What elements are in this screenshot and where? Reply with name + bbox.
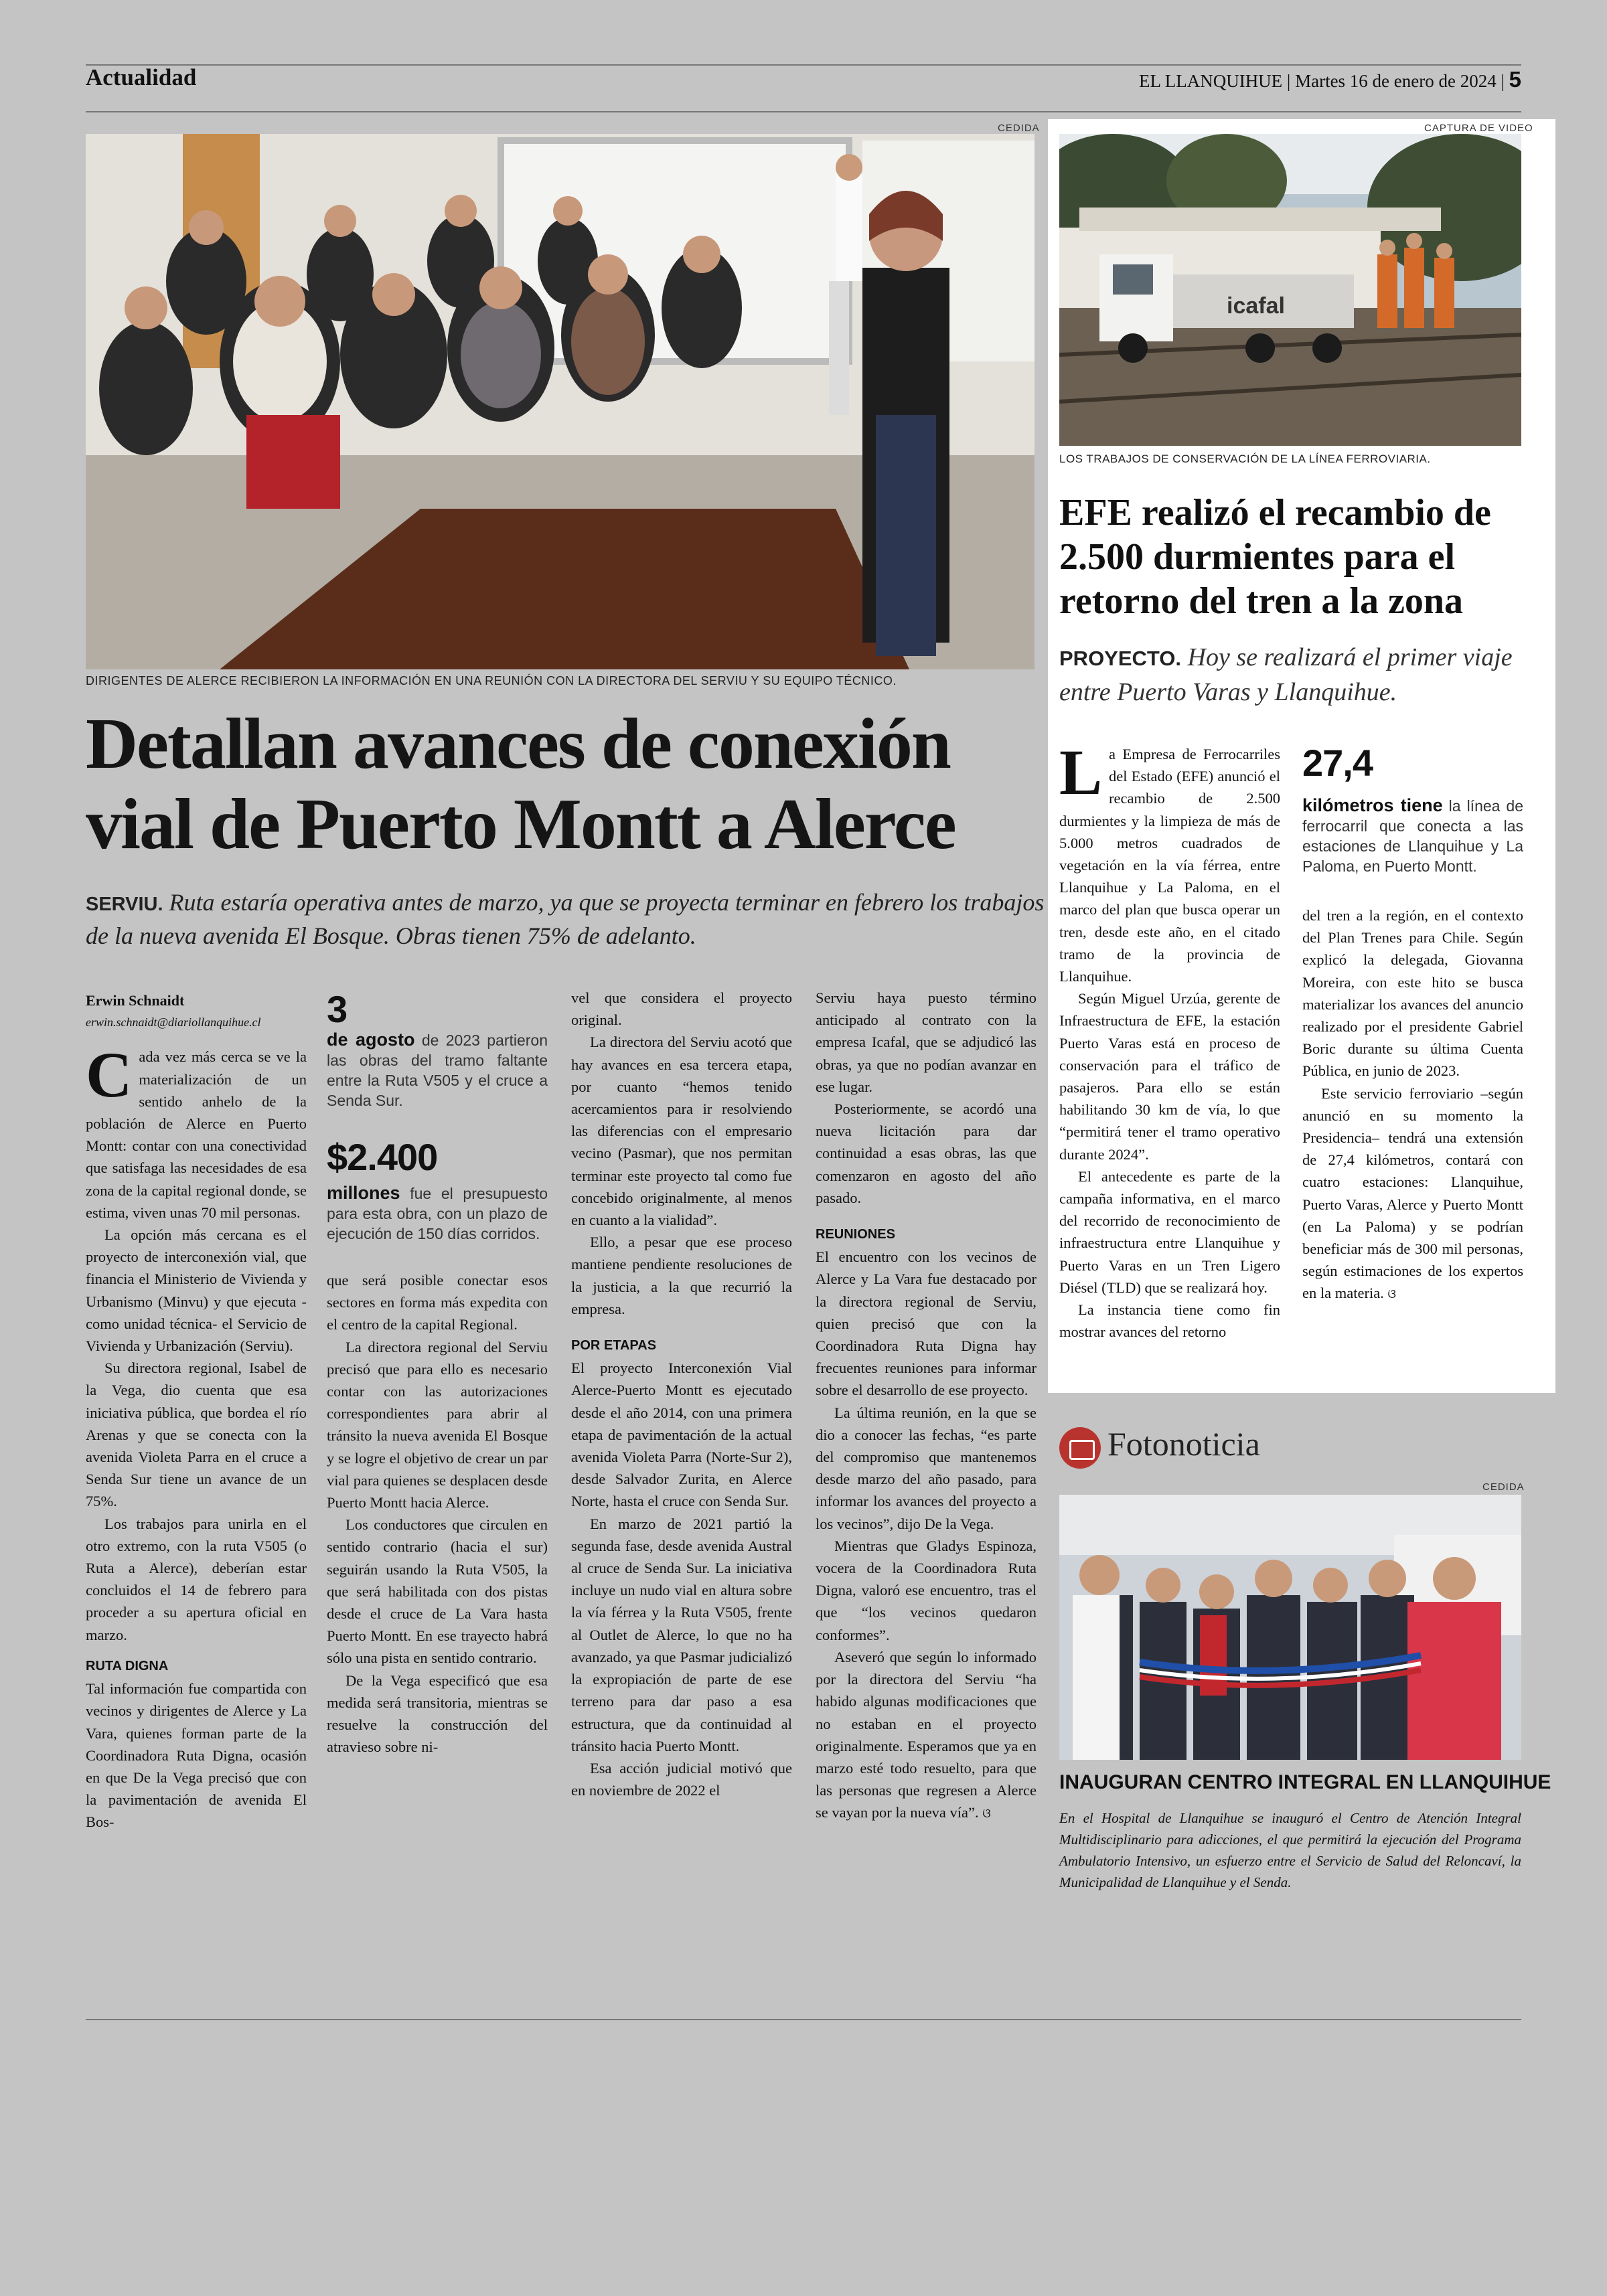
- col1-paragraph: ada vez más cerca se ve la materialización de un sentido anhelo de la población de Alerce en Puerto Montt: contar con una conectividad que satisfaga las necesidades de esa zona de la capital regional donde, se estima, viven unas 70 mil personas.: [86, 1048, 307, 1221]
- fact-number: 3: [327, 988, 348, 1030]
- efe-fact-text: [1302, 795, 1523, 876]
- fact-text: [327, 1183, 548, 1244]
- end-mark-icon: ଓ: [1387, 1287, 1396, 1302]
- col3-paragraph: Esa acción judicial motivó que en noviembre de 2022 el: [571, 1759, 792, 1799]
- fact-number: $2.400: [327, 1136, 438, 1178]
- fotonoticia-text: En el Hospital de Llanquihue se inauguró el Centro de Atención Integral Multidisciplinario para adicciones, el que permitirá la ejecución del Programa Ambulatorio Intensivo, un esfuerzo entre el Servicio de Salud del Reloncaví, la Municipalidad de Llanquihue y el Senda.: [1059, 1810, 1521, 1890]
- masthead: [1139, 67, 1521, 92]
- efe-column-2: [1302, 743, 1523, 1306]
- efe-deck-text: Hoy se realizará el primer viaje entre Puerto Varas y Llanquihue.: [1059, 643, 1513, 706]
- efe-col1-paragraph: Según Miguel Urzúa, gerente de Infraestructura de EFE, la estación Puerto Varas está en proceso de conservación para el tráfico de pasajeros. Para ello se están habilitando 30 km de vía, lo que “permitirá tener el tramo operativo durante 2024”.: [1059, 990, 1280, 1163]
- col2-paragraph: que será posible conectar esos sectores en forma más expedita con el centro de la capital Regional.: [327, 1272, 548, 1333]
- col4-paragraph: [816, 1646, 1037, 1825]
- col2-paragraph: La directora regional del Serviu precisó que para ello es necesario contar con las autorizaciones correspondientes para abrir al tránsito la nueva avenida El Bosque y se logre el objetivo de crear un par vial para quienes se desplacen desde Puerto Montt hacia Alerce.: [327, 1338, 548, 1511]
- author-email: erwin.schnaidt@diariollanquihue.cl: [86, 1015, 261, 1030]
- col4-paragraph-text: Aseveró que según lo informado por la directora del Serviu “ha habido algunas modificaciones que no estaban en el proyecto originalmente. Esperamos que ya en marzo esté todo resuelto, para que las personas que regresen a Alerce se vayan por la nueva vía”.: [816, 1648, 1037, 1821]
- col3-paragraph: En marzo de 2021 partió la segunda fase, desde avenida Austral al cruce de Senda Sur. La iniciativa incluye un nudo vial en altura sobre la vía férrea y la Ruta V505, frente al Outlet de Alerce, lo que no ha avanzado, ya que Pasmar judicializó la expropiación de parte de ese terreno para dar paso a esa estructura, que da continuidad al tránsito hacia Puerto Montt.: [571, 1515, 792, 1754]
- col3-paragraph: La directora del Serviu acotó que hay avances en esa tercera etapa, por cuanto “hemos tenido acercamientos para ir resolviendo las diferencias con el empresario vecino (Pasmar), que nos permitan terminar este proyecto tal como fue concebido originalmente, al menos en cuanto a la vialidad”.: [571, 1034, 792, 1229]
- author-name: Erwin Schnaidt: [86, 992, 185, 1009]
- efe-photo-caption: LOS TRABAJOS DE CONSERVACIÓN DE LA LÍNEA FERROVIARIA.: [1059, 453, 1431, 465]
- efe-deck: [1059, 641, 1541, 709]
- fact-label: millones: [327, 1183, 400, 1203]
- subhead-por-etapas: POR ETAPAS: [571, 1338, 657, 1354]
- efe-col1-paragraph: El antecedente es parte de la campaña informativa, en el marco del recorrido de reconocimiento de infraestructura entre Llanquihue y Puerto Varas en un Tren Ligero Diésel (TLD) que se realizará hoy.: [1059, 1167, 1280, 1296]
- efe-photo-credit: CAPTURA DE VIDEO: [1424, 122, 1533, 134]
- train-work-photo-illustration: [1059, 134, 1521, 446]
- main-column-2: [327, 989, 548, 1758]
- truck-label: icafal: [1227, 293, 1285, 319]
- efe-fact-label: kilómetros tiene: [1302, 795, 1443, 815]
- efe-col1-paragraph: La instancia tiene como fin mostrar avances del retorno: [1059, 1301, 1280, 1341]
- fotonoticia-label: [1059, 1424, 1260, 1469]
- masthead-text: EL LLANQUIHUE | Martes 16 de enero de 2024 |: [1138, 71, 1505, 91]
- efe-fact-description: la línea de ferrocarril que conecta a las estaciones de Llanquihue y La Paloma, en Puerto Montt.: [1302, 797, 1524, 875]
- end-mark-icon: ଓ: [982, 1807, 991, 1821]
- main-column-1: [86, 989, 307, 1833]
- col2-paragraph: De la Vega especificó que esa medida será transitoria, mientras se resuelve la construcción del atravieso sobre ni-: [327, 1671, 548, 1756]
- efe-col1-paragraph: a Empresa de Ferrocarriles del Estado (EFE) anunció el recambio de 2.500 durmientes y la limpieza de más de 5.000 metros cuadrados de vegetación en la vía férrea, entre Llanquihue y La Paloma, en el marco del plan que busca operar un tren, desde este año, en el citado tramo de la provincia de Llanquihue.: [1059, 746, 1280, 985]
- efe-col2-paragraph: [1302, 1082, 1523, 1306]
- col1-paragraph: Los trabajos para unirla en el otro extremo, con la ruta V505 (o Ruta a Alerce), deberían estar concluidos el 14 de febrero para proceder a su apertura oficial en marzo.: [86, 1515, 307, 1643]
- meeting-photo-illustration: [86, 134, 1035, 669]
- camera-icon: [1059, 1427, 1101, 1469]
- main-deck-text: Ruta estaría operativa antes de marzo, ya que se proyecta terminar en febrero los trabajos de la nueva avenida El Bosque. Obras tienen 75% de adelanto.: [86, 889, 1045, 949]
- col4-paragraph: La última reunión, en la que se dio a conocer las fechas, “es parte del compromiso que mantenemos desde marzo del año pasado, para informar los avances del proyecto a los vecinos”, dijo De la Vega.: [816, 1404, 1037, 1532]
- main-dropcap: C: [86, 1039, 133, 1111]
- header-rule: [86, 111, 1521, 112]
- col3-paragraph: Ello, a pesar que ese proceso mantiene pendiente resoluciones de la justicia, a la que recurrió la empresa.: [571, 1234, 792, 1317]
- efe-col2-paragraph-text: Este servicio ferroviario –según anunció en su momento la Presidencia– tendrá una extensión de 27,4 kilómetros, contará con cuatro estaciones: Llanquihue, Puerto Varas, Alerce y Puerto Montt (en La Paloma) y se podrían beneficiar más de 300 mil personas, según estimaciones de los expertos en la materia.: [1302, 1084, 1523, 1302]
- efe-photo: [1059, 134, 1521, 446]
- main-photo: [86, 134, 1035, 669]
- main-headline: Detallan avances de conexión vial de Puerto Montt a Alerce: [86, 704, 955, 864]
- col4-paragraph: Mientras que Gladys Espinoza, vocera de la Coordinadora Ruta Digna, valoró ese encuentro, tras el que “los vecinos quedaron conformes”.: [816, 1537, 1037, 1643]
- fotonoticia-photo-credit: CEDIDA: [1482, 1481, 1525, 1493]
- col1-paragraph: Tal información fue compartida con vecinos y dirigentes de Alerce y La Vara, quienes forman parte de la Coordinadora Ruta Digna, ocasión en que De la Vega precisó que con la pavimentación de avenida El Bos-: [86, 1680, 307, 1831]
- col3-paragraph: vel que considera el proyecto original.: [571, 989, 792, 1029]
- main-deck: [86, 887, 1050, 952]
- subhead-reuniones: REUNIONES: [816, 1227, 895, 1242]
- fact-description: fue el presupuesto para esta obra, con un plazo de ejecución de 150 días corridos.: [327, 1185, 548, 1242]
- main-column-3: [571, 987, 792, 1801]
- page-number: 5: [1509, 67, 1521, 92]
- section-title: Actualidad: [86, 64, 197, 90]
- efe-col2-paragraph: del tren a la región, en el contexto del Plan Trenes para Chile. Según explicó la delegada, Giovanna Moreira, con este hito se busca materializar los avances del anuncio realizado por el presidente Gabriel Boric durante su última Cuenta Pública, en junio de 2023.: [1302, 907, 1523, 1080]
- col1-paragraph: La opción más cercana es el proyecto de interconexión vial, que financia el Ministerio de Vivienda y Urbanismo (Minvu) y que ejecuta -como unidad técnica- el Servicio de Vivienda y Urbanización (Serviu).: [86, 1226, 307, 1355]
- fact-label: de agosto: [327, 1030, 415, 1050]
- fact-description: de 2023 partieron las obras del tramo faltante entre la Ruta V505 y el cruce a Senda Sur.: [327, 1032, 548, 1109]
- header-top-rule: [86, 64, 1521, 66]
- efe-kicker: PROYECTO.: [1059, 647, 1182, 670]
- main-photo-credit: CEDIDA: [998, 122, 1040, 134]
- fotonoticia-label-text: Fotonoticia: [1107, 1425, 1260, 1463]
- col4-paragraph: Posteriormente, se acordó una nueva licitación para dar continuidad a esas obras, las que comenzaron en agosto del año pasado.: [816, 1100, 1037, 1206]
- inauguration-photo-illustration: [1059, 1495, 1521, 1760]
- col3-paragraph: El proyecto Interconexión Vial Alerce-Puerto Montt es ejecutado desde el año 2014, con una primera etapa de pavimentación de la actual avenida Violeta Parra (Norte-Sur 2), desde Salvador Zurita, en Alerce Norte, hasta el cruce con Senda Sur.: [571, 1360, 792, 1510]
- main-photo-caption: DIRIGENTES DE ALERCE RECIBIERON LA INFORMACIÓN EN UNA REUNIÓN CON LA DIRECTORA DEL SERVIU Y SU EQUIPO TÉCNICO.: [86, 674, 897, 687]
- main-kicker: SERVIU.: [86, 894, 163, 915]
- fact-text: [327, 1030, 548, 1111]
- efe-fact-number: 27,4: [1302, 742, 1373, 784]
- col1-paragraph: Su directora regional, Isabel de la Vega, dio cuenta que esa iniciativa pública, que bordea el río Arenas y que se conecta con la avenida Violeta Parra en el cruce a Senda Sur tiene un avance de un 75%.: [86, 1360, 307, 1510]
- main-column-4: [816, 987, 1037, 1825]
- col4-paragraph: Serviu haya puesto término anticipado al contrato con la empresa Icafal, que se adjudicó las obras, ya que no podían avanzar en ese lugar.: [816, 989, 1037, 1095]
- fotonoticia-headline: INAUGURAN CENTRO INTEGRAL EN LLANQUIHUE: [1059, 1771, 1551, 1793]
- subhead-ruta-digna: RUTA DIGNA: [86, 1658, 169, 1673]
- efe-headline: EFE realizó el recambio de 2.500 durmientes para el retorno del tren a la zona: [1059, 492, 1491, 622]
- efe-dropcap: L: [1059, 736, 1103, 808]
- footer-rule: [86, 2019, 1521, 2020]
- col2-paragraph: Los conductores que circulen en sentido contrario (hacia el sur) seguirán usando la Ruta V505, la que será habilitada con dos pistas desde el cruce de La Vara hasta Puerto Montt. En ese trayecto habrá sólo una pista en sentido contrario.: [327, 1516, 548, 1667]
- fotonoticia-photo: [1059, 1495, 1521, 1760]
- efe-column-1: [1059, 736, 1280, 1343]
- col4-paragraph: El encuentro con los vecinos de Alerce y La Vara fue destacado por la directora regional de Serviu, quien precisó que con la Coordinadora Ruta Digna hay frecuentes reuniones para informar sobre el desarrollo de ese proyecto.: [816, 1248, 1037, 1399]
